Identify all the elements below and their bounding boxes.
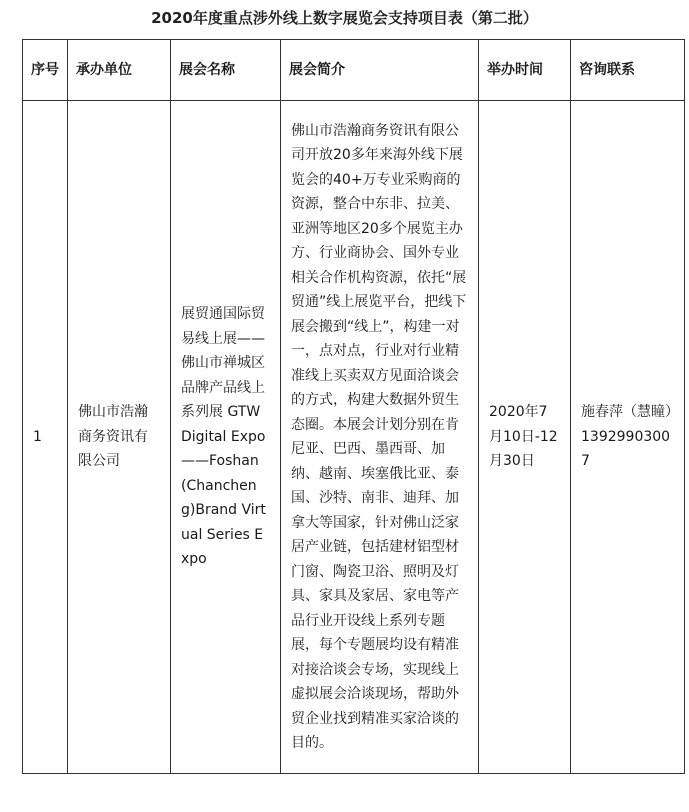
header-expo-name: 展会名称 <box>171 40 281 101</box>
cell-intro: 佛山市浩瀚商务资讯有限公司开放20多年来海外线下展览会的40+万专业采购商的资源，整合中东非、拉美、亚洲等地区20多个展览主办方、行业商协会、国外专业相关合作机构资源，依托“展贸通”线上展览平台，把线下展会搬到“线上”，构建一对一，点对点，行业对行业精准线上买卖双方见面洽谈会的方式，构建大数据外贸生态圈。本展会计划分别在肯尼亚、巴西、墨西哥、加纳、越南、埃塞俄比亚、泰国、沙特、南非、迪拜、加拿大等国家，针对佛山泛家居产业链，包括建材铝型材门窗、陶瓷卫浴、照明及灯具、家具及家居、家电等产品行业开设线上系列专题展，每个专题展均设有精准对接洽谈会专场，实现线上虚拟展会洽谈现场，帮助外贸企业找到精准买家洽谈的目的。 <box>281 101 479 774</box>
table-row <box>23 101 685 774</box>
header-intro: 展会简介 <box>281 40 479 101</box>
cell-expo-name: 展贸通国际贸易线上展——佛山市禅城区品牌产品线上系列展 GTW Digital Expo——Foshan (Chancheng)Brand Virtual Series Expo <box>171 101 281 774</box>
header-organizer: 承办单位 <box>68 40 171 101</box>
table-header-row <box>23 40 685 101</box>
cell-date: 2020年7月10日-12月30日 <box>479 101 571 774</box>
header-no: 序号 <box>23 40 68 101</box>
page-title: 2020年度重点涉外线上数字展览会支持项目表（第二批） <box>151 9 538 27</box>
cell-contact: 施春萍（慧瞳）13929903007 <box>571 101 685 774</box>
project-table <box>22 39 685 774</box>
header-date: 举办时间 <box>479 40 571 101</box>
header-contact: 咨询联系 <box>571 40 685 101</box>
cell-no: 1 <box>23 101 68 774</box>
cell-organizer: 佛山市浩瀚商务资讯有限公司 <box>68 101 171 774</box>
